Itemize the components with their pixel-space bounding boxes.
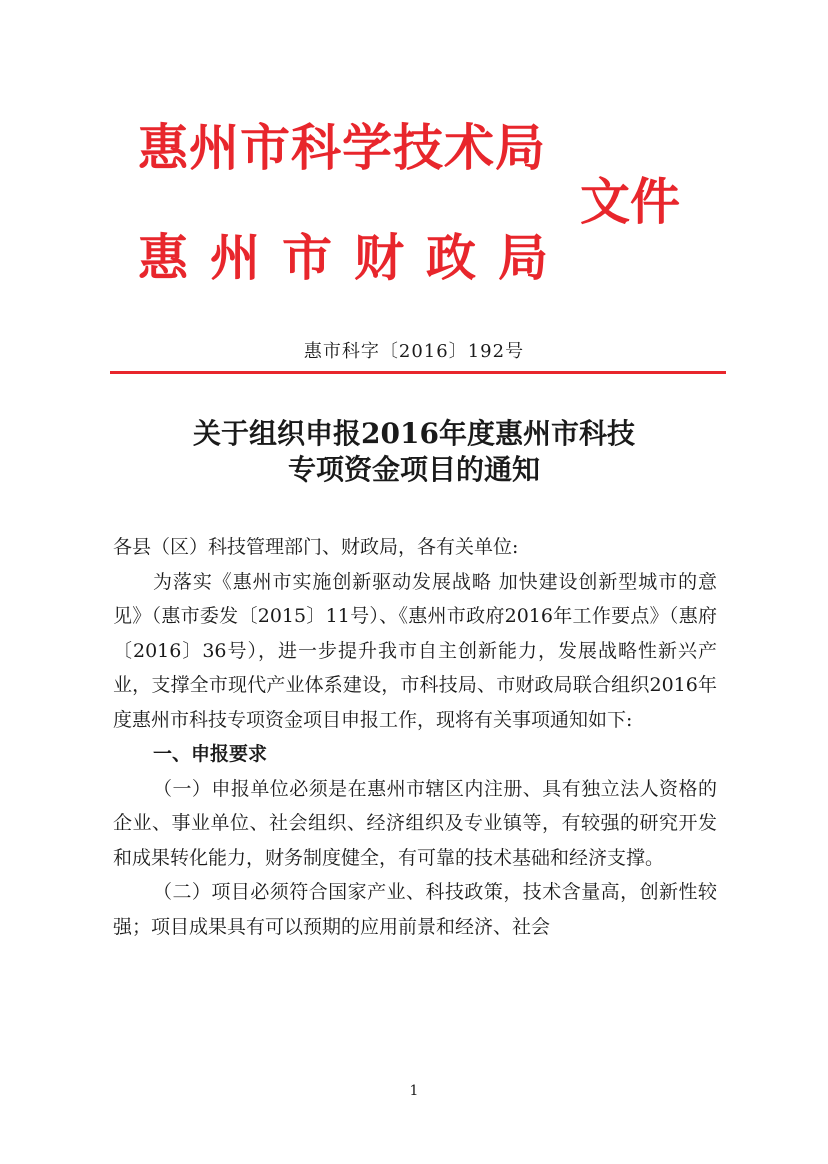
intro-paragraph: 为落实《惠州市实施创新驱动发展战略 加快建设创新型城市的意见》（惠市委发〔2015〕11号）、《惠州市政府2016年工作要点》（惠府〔2016〕36号），进一步提升我市自主创新能力，发展战略性新兴产业，支撑全市现代产业体系建设，市科技局、市财政局联合组织2016年度惠州市科技专项资金项目申报工作，现将有关事项通知如下: (113, 570, 717, 731)
title-line-2: 专项资金项目的通知 (287, 453, 540, 486)
body-text (113, 530, 717, 944)
issuing-org-2: 惠州市财政局 (138, 229, 570, 287)
document-number: 惠市科字〔2016〕192号 (303, 341, 525, 362)
document-word: 文件 (580, 173, 680, 231)
requirement-item-1: （一）申报单位必须是在惠州市辖区内注册、具有独立法人资格的企业、事业单位、社会组织、经济组织及专业镇等，有较强的研究开发和成果转化能力，财务制度健全，有可靠的技术基础和经济支撑。 (113, 777, 717, 869)
title-line-1: 关于组织申报2016年度惠州市科技 (193, 417, 635, 450)
page-number: 1 (409, 1083, 419, 1099)
section-heading: 一、申报要求 (153, 743, 268, 765)
red-divider (110, 371, 726, 374)
addressee: 各县（区）科技管理部门、财政局，各有关单位: (113, 536, 519, 558)
issuing-org-1: 惠州市科学技术局 (138, 119, 546, 177)
requirement-item-2: （二）项目必须符合国家产业、科技政策，技术含量高，创新性较强；项目成果具有可以预期的应用前景和经济、社会 (113, 881, 717, 938)
